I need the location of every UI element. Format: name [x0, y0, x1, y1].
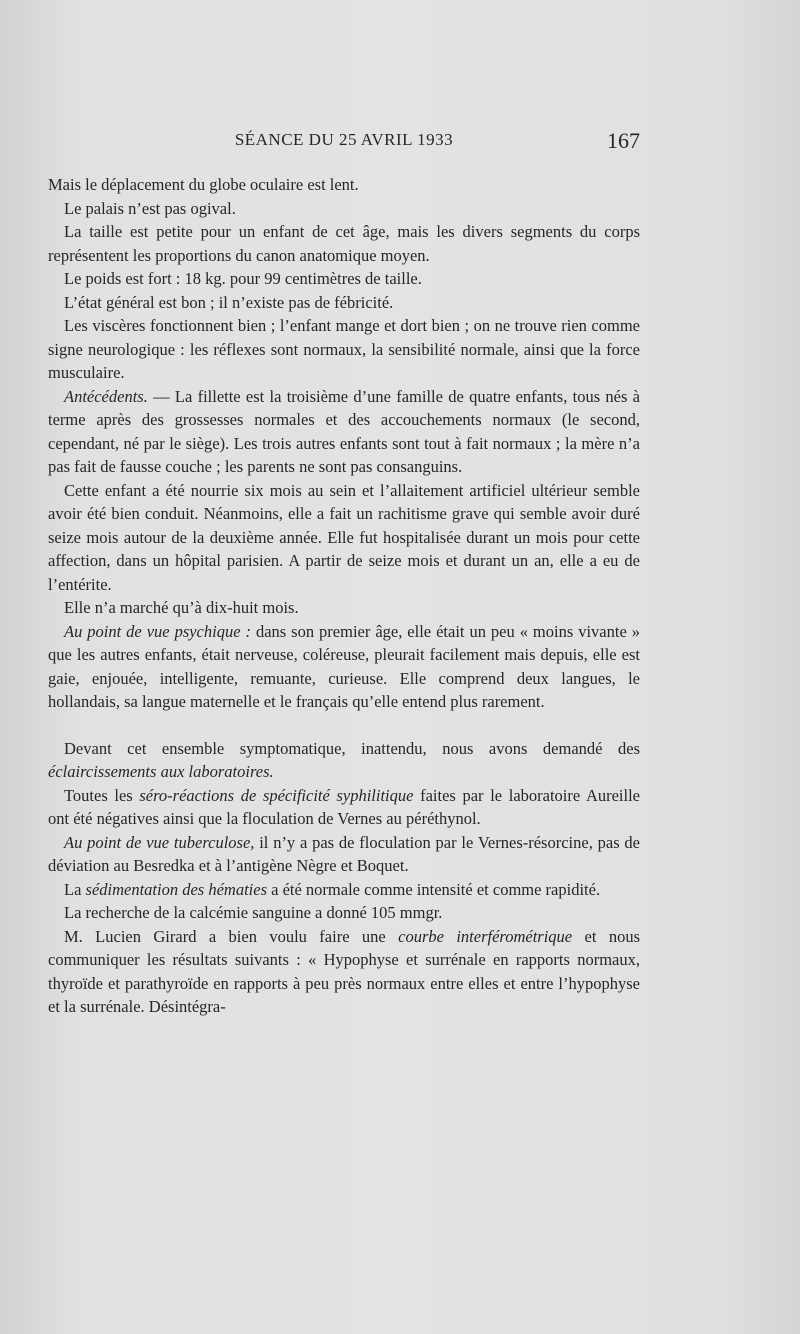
paragraph — [48, 596, 640, 620]
paragraph — [48, 314, 640, 385]
paragraph — [48, 620, 640, 714]
text-run: M. Lucien Girard a bien voulu faire une — [64, 926, 399, 946]
text-run: et nous communiquer les résultats suivants : « Hypophyse et surrénale en rapports normaux, thyroïde et parathyroïde en rapports à peu près normaux entre elles et entre l’hypophyse et la surrénale. Désintégra- — [48, 926, 640, 1016]
text-run: faites par le laboratoire Aureille ont été négatives ainsi que la floculation de Vernes au péréthynol. — [48, 785, 640, 828]
text-run: Toutes les — [64, 785, 140, 805]
text-run: La taille est petite pour un enfant de cet âge, mais les divers segments du corps représentent les proportions du canon anatomique moyen. — [48, 222, 640, 265]
running-header — [48, 130, 640, 158]
text-run: Les viscères fonctionnent bien ; l’enfant mange et dort bien ; on ne trouve rien comme signe neurologique : les réflexes sont normaux, la sensibilité normale, ainsi que la force musculaire. — [48, 316, 640, 382]
paragraph — [48, 385, 640, 479]
body-text — [48, 173, 640, 1019]
text-run: La recherche de la calcémie sanguine a donné 105 mmgr. — [64, 903, 443, 922]
paragraph — [48, 901, 640, 925]
paragraph — [48, 479, 640, 597]
paragraph — [48, 925, 640, 1019]
paragraph — [48, 784, 640, 831]
paragraph — [48, 878, 640, 902]
paragraph — [48, 291, 640, 315]
italic-text: Au point de vue psychique : — [64, 621, 251, 641]
text-run: L’état général est bon ; il n’existe pas de fébricité. — [64, 292, 394, 312]
paragraph — [48, 737, 640, 784]
text-run: Le palais n’est pas ogival. — [64, 198, 236, 218]
text-run: Le poids est fort : 18 kg. pour 99 centimètres de taille. — [64, 269, 422, 288]
italic-text: séro-réactions de spécificité syphilitique — [139, 785, 414, 805]
paragraph — [48, 220, 640, 267]
text-run: Devant cet ensemble symptomatique, inattendu, nous avons demandé des — [64, 738, 640, 758]
paragraph — [48, 267, 640, 291]
text-run: — La fillette est la troisième d’une famille de quatre enfants, tous nés à terme après des grossesses normales et des accouchements normaux (le second, cependant, né par le siège). Les trois autres enfants sont tout à fait normaux ; la mère n’a pas fait de fausse couche ; les parents ne sont pas consanguins. — [48, 386, 640, 476]
text-run: a été normale comme intensité et comme rapidité. — [267, 879, 601, 899]
text-run: Elle n’a marché qu’à dix-huit mois. — [64, 598, 299, 617]
italic-text: courbe interférométrique — [398, 926, 573, 946]
italic-text: Au point de vue tuberculose, — [64, 832, 255, 852]
italic-text: éclaircissements aux laboratoires. — [48, 762, 274, 781]
italic-text: sédimentation des hématies — [85, 879, 267, 899]
text-run: La — [64, 879, 86, 899]
text-run: Mais le déplacement du globe oculaire est lent. — [48, 175, 359, 194]
page-number: 167 — [607, 128, 640, 153]
header-title: SÉANCE DU 25 AVRIL 1933 — [234, 130, 454, 149]
paragraph — [48, 173, 640, 197]
paragraph — [48, 831, 640, 878]
text-run: il n’y a pas de floculation par le Vernes-résorcine, pas de déviation au Besredka et à l’antigène Nègre et Boquet. — [48, 832, 640, 875]
text-run: dans son premier âge, elle était un peu « moins vivante » que les autres enfants, était nerveuse, coléreuse, pleurait facilement mais depuis, elle est gaie, enjouée, intelligente, remuante, curieuse. Elle comprend deux langues, le hollandais, sa langue maternelle et le français qu’elle entend plus rarement. — [48, 621, 640, 711]
paragraph — [48, 197, 640, 221]
text-run: Cette enfant a été nourrie six mois au sein et l’allaitement artificiel ultérieur semble avoir été bien conduit. Néanmoins, elle a fait un rachitisme grave qui semble avoir duré seize mois autour de la deuxième année. Elle fut hospitalisée durant un mois pour cette affection, dans un hôpital parisien. A partir de seize mois et durant un an, elle a eu de l’entérite. — [48, 480, 640, 594]
italic-text: Antécédents. — [64, 386, 148, 406]
